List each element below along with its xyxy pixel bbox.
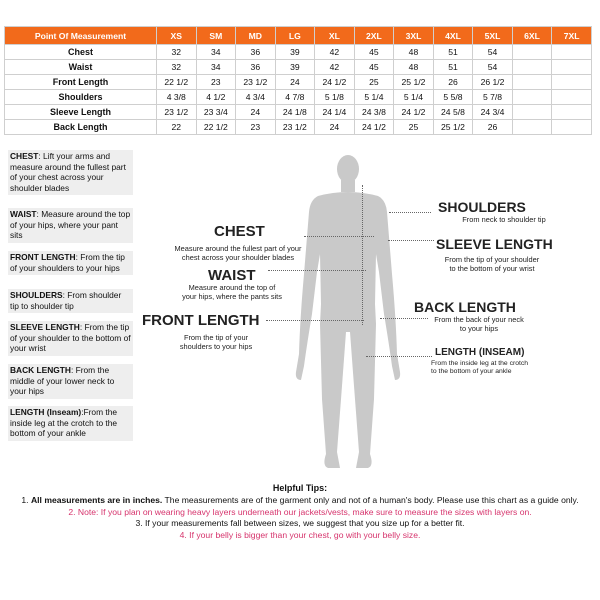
table-cell: 45 [354, 45, 394, 60]
back-length-label: BACK LENGTH [414, 299, 516, 315]
body-silhouette-icon [288, 154, 408, 474]
shoulders-guide-line [389, 212, 431, 213]
table-cell: 23 3/4 [196, 105, 236, 120]
header-cell: 7XL [552, 27, 592, 45]
row-label: Shoulders [5, 90, 157, 105]
table-cell: 24 5/8 [433, 105, 473, 120]
table-cell: 25 1/2 [394, 75, 434, 90]
header-cell: 4XL [433, 27, 473, 45]
header-cell: 2XL [354, 27, 394, 45]
table-cell: 34 [196, 60, 236, 75]
table-cell: 22 1/2 [196, 120, 236, 135]
definition-text: Measure around the top of your hips, where your pant sits [10, 209, 131, 241]
table-cell: 24 3/8 [354, 105, 394, 120]
table-cell: 39 [275, 60, 315, 75]
definition-text: From the inside leg at the crotch to the bottom of your ankle [10, 407, 118, 439]
definition-term: LENGTH (Inseam) [10, 407, 82, 417]
definition-term: SHOULDERS [10, 290, 63, 300]
table-cell: 24 1/8 [275, 105, 315, 120]
table-row [5, 105, 592, 120]
chest-label: CHEST [214, 223, 265, 240]
table-cell: 54 [473, 45, 513, 60]
table-cell: 36 [236, 60, 276, 75]
table-cell: 23 [236, 120, 276, 135]
definition-shoulders [8, 289, 133, 313]
table-row [5, 45, 592, 60]
table-cell: 4 3/4 [236, 90, 276, 105]
definition-sep: : [79, 322, 85, 332]
table-row [5, 60, 592, 75]
definition-text: From the tip of your shoulder to the bottom of your wrist [10, 322, 131, 354]
table-cell: 24 [236, 105, 276, 120]
header-cell: 5XL [473, 27, 513, 45]
table-cell: 25 [394, 120, 434, 135]
table-cell [552, 45, 592, 60]
definition-text: From the tip of your shoulders to your hips [10, 252, 125, 273]
shoulders-label: SHOULDERS [438, 199, 526, 215]
definition-term: FRONT LENGTH [10, 252, 76, 262]
table-cell: 24 1/2 [315, 75, 355, 90]
sleeve-guide-line [388, 240, 434, 241]
table-cell: 5 7/8 [473, 90, 513, 105]
waist-label: WAIST [208, 267, 256, 284]
table-cell: 26 [473, 120, 513, 135]
table-cell [512, 60, 552, 75]
table-cell: 51 [433, 60, 473, 75]
definition-text: Lift your arms and measure around the fullest part of your chest across your shoulder blades [10, 151, 126, 193]
row-label: Front Length [5, 75, 157, 90]
table-cell: 42 [315, 45, 355, 60]
table-cell: 23 1/2 [275, 120, 315, 135]
table-cell: 22 [157, 120, 197, 135]
tips-heading: Helpful Tips: [272, 483, 328, 493]
row-label: Chest [5, 45, 157, 60]
inseam-guide-line [366, 356, 432, 357]
front-length-description: From the tip of your shoulders to your hips [179, 333, 253, 351]
table-cell: 51 [433, 45, 473, 60]
helpful-tips [0, 483, 600, 541]
back-length-guide-line [380, 318, 428, 319]
header-cell: XL [315, 27, 355, 45]
header-cell: 3XL [394, 27, 434, 45]
table-cell: 24 3/4 [473, 105, 513, 120]
table-cell: 24 1/2 [394, 105, 434, 120]
definition-text: From shoulder tip to shoulder tip [10, 290, 122, 311]
table-cell: 4 7/8 [275, 90, 315, 105]
table-cell: 4 1/2 [196, 90, 236, 105]
inseam-description: From the inside leg at the crotch to the bottom of your ankle [431, 360, 529, 376]
table-cell [512, 45, 552, 60]
table-cell: 22 1/2 [157, 75, 197, 90]
table-cell [512, 90, 552, 105]
definition-sep: : [62, 290, 68, 300]
table-row [5, 75, 592, 90]
table-cell [512, 120, 552, 135]
sleeve-length-label: SLEEVE LENGTH [436, 236, 553, 252]
front-length-guide-line [266, 320, 364, 321]
table-cell: 25 [354, 75, 394, 90]
row-label: Sleeve Length [5, 105, 157, 120]
definition-sleeve-length [8, 321, 133, 356]
inseam-label: LENGTH (INSEAM) [435, 347, 525, 358]
table-cell: 45 [354, 60, 394, 75]
table-cell [552, 60, 592, 75]
table-cell: 4 3/8 [157, 90, 197, 105]
table-body [5, 45, 592, 135]
table-cell: 24 1/2 [354, 120, 394, 135]
waist-guide-line [268, 270, 366, 271]
chest-guide-line [304, 236, 374, 237]
definition-sep: : [36, 209, 42, 219]
table-cell: 23 1/2 [157, 105, 197, 120]
definition-term: BACK LENGTH [10, 365, 71, 375]
table-header-row [5, 27, 592, 45]
tip-2: 2. Note: If you plan on wearing heavy layers underneath our jackets/vests, make sure to measure the sizes with layers on. [68, 506, 532, 517]
header-cell: XS [157, 27, 197, 45]
header-cell: Point Of Measurement [5, 27, 157, 45]
definition-waist [8, 208, 133, 243]
table-cell: 24 1/4 [315, 105, 355, 120]
front-length-vertical-guide [362, 185, 363, 325]
table-cell: 23 1/2 [236, 75, 276, 90]
chest-description: Measure around the fullest part of your chest across your shoulder blades [174, 244, 302, 262]
table-cell: 24 [275, 75, 315, 90]
front-length-label: FRONT LENGTH [142, 312, 260, 329]
table-cell [552, 75, 592, 90]
definition-sep: : [38, 151, 44, 161]
table-cell: 36 [236, 45, 276, 60]
table-cell: 23 [196, 75, 236, 90]
back-length-description: From the back of your neck to your hips [434, 315, 524, 333]
table-cell [512, 75, 552, 90]
tip-3: 3. If your measurements fall between sizes, we suggest that you size up for a better fit. [135, 518, 465, 529]
table-cell: 34 [196, 45, 236, 60]
header-cell: 6XL [512, 27, 552, 45]
definition-chest [8, 150, 133, 195]
table-cell [512, 105, 552, 120]
table-cell: 32 [157, 60, 197, 75]
table-cell: 5 1/4 [394, 90, 434, 105]
definition-text: From the middle of your lower neck to your hips [10, 365, 115, 397]
header-cell: SM [196, 27, 236, 45]
definition-term: SLEEVE LENGTH [10, 322, 80, 332]
table-cell: 54 [473, 60, 513, 75]
sleeve-length-description: From the tip of your shoulder to the bottom of your wrist [444, 255, 540, 273]
definition-term: CHEST [10, 151, 39, 161]
table-cell: 5 1/4 [354, 90, 394, 105]
table-cell: 26 [433, 75, 473, 90]
table-cell: 25 1/2 [433, 120, 473, 135]
table-cell: 24 [315, 120, 355, 135]
tip-1: 1. All measurements are in inches. The measurements are of the garment only and not of a human's body. Please use this chart as a guide only. [21, 495, 579, 506]
table-cell: 48 [394, 45, 434, 60]
waist-description: Measure around the top of your hips, where the pants sits [182, 283, 282, 301]
table-row [5, 90, 592, 105]
shoulders-description: From neck to shoulder tip [462, 215, 546, 224]
definition-back-length [8, 364, 133, 399]
definition-front-length [8, 251, 133, 275]
definition-term: WAIST [10, 209, 37, 219]
size-chart-table [4, 26, 592, 135]
table-cell: 42 [315, 60, 355, 75]
table-cell: 48 [394, 60, 434, 75]
table-cell: 5 5/8 [433, 90, 473, 105]
header-cell: LG [275, 27, 315, 45]
table-cell [552, 90, 592, 105]
tip-4: 4. If your belly is bigger than your chest, go with your belly size. [179, 529, 421, 540]
definition-sep: : [75, 252, 81, 262]
table-cell [552, 105, 592, 120]
table-cell: 32 [157, 45, 197, 60]
definition-sep: : [70, 365, 76, 375]
table-cell: 5 1/8 [315, 90, 355, 105]
header-cell: MD [236, 27, 276, 45]
table-row [5, 120, 592, 135]
row-label: Back Length [5, 120, 157, 135]
definition-sep: : [81, 407, 84, 417]
table-cell [552, 120, 592, 135]
table-cell: 39 [275, 45, 315, 60]
definition-inseam [8, 406, 133, 441]
row-label: Waist [5, 60, 157, 75]
table-cell: 26 1/2 [473, 75, 513, 90]
